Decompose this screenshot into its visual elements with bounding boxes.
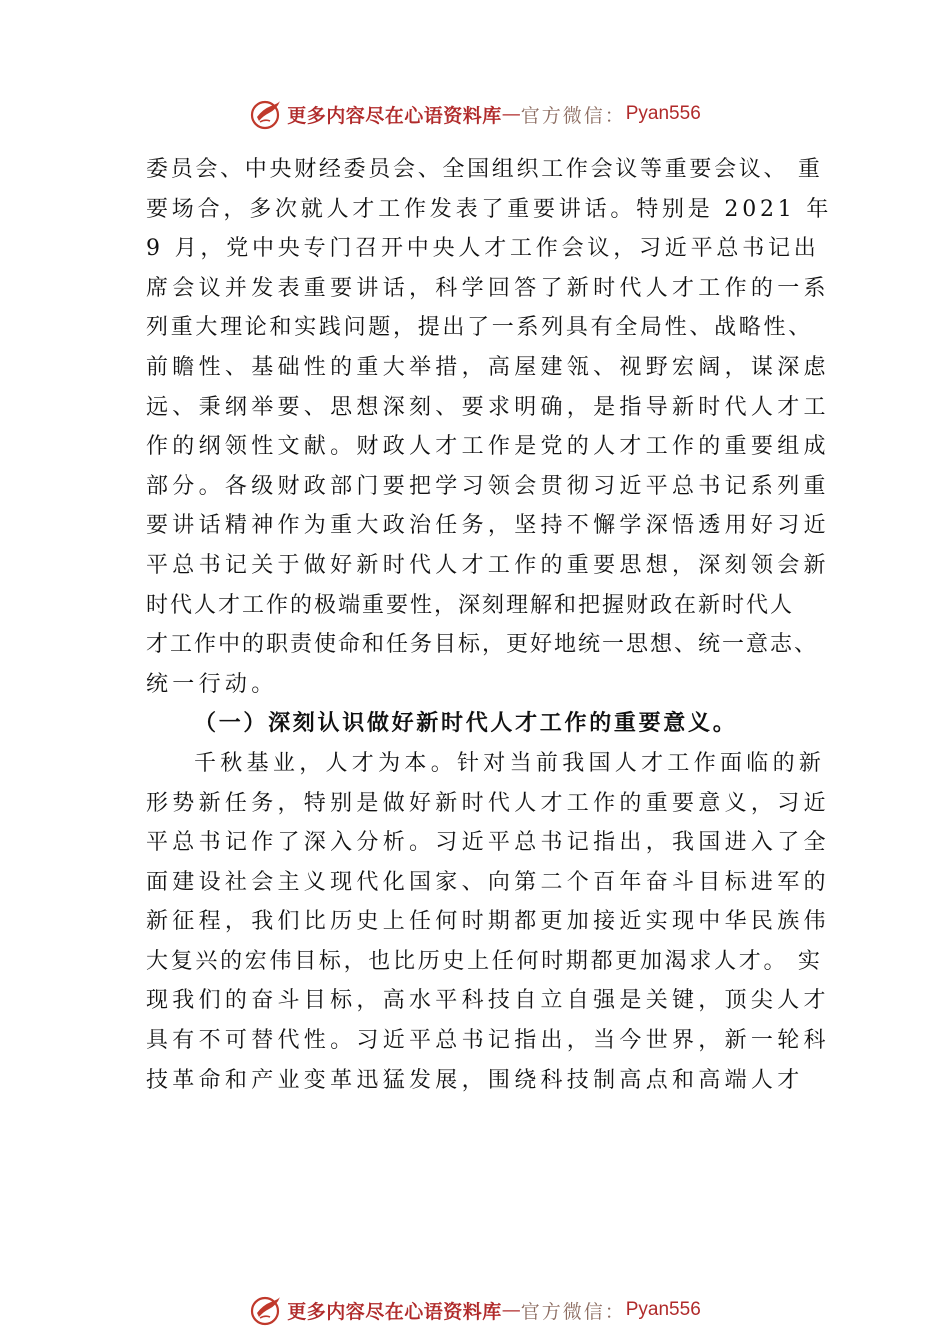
paragraph-line: 9 月，党中央专门召开中央人才工作会议，习近平总书记出	[146, 236, 820, 262]
brush-logo-icon	[249, 97, 283, 131]
footer-banner	[0, 1290, 950, 1330]
paragraph-line: 部分。各级财政部门要把学习领会贯彻习近平总书记系列重	[146, 473, 830, 499]
banner-brand-text: 更多内容尽在心语资料库	[287, 104, 502, 127]
paragraph-line: 前瞻性、基础性的重大举措，高屋建瓴、视野宏阔，谋深虑	[146, 354, 830, 380]
paragraph-line: 委员会、中央财经委员会、全国组织工作会议等重要会议、 重	[146, 157, 823, 182]
paragraph-line: 时代人才工作的极端重要性，深刻理解和把握财政在新时代人	[146, 592, 795, 618]
paragraph-line: 平总书记作了深入分析。习近平总书记指出，我国进入了全	[146, 830, 830, 856]
paragraph-line: 现我们的奋斗目标，高水平科技自立自强是关键，顶尖人才	[146, 988, 830, 1014]
banner-separator: —	[501, 1299, 521, 1321]
paragraph-line: 要讲话精神作为重大政治任务，坚持不懈学深悟透用好习近	[146, 513, 830, 539]
section-heading: （一）深刻认识做好新时代人才工作的重要意义。	[194, 710, 738, 737]
paragraph-line: 作的纲领性文献。财政人才工作是党的人才工作的重要组成	[146, 434, 830, 460]
header-banner	[0, 94, 950, 134]
banner-wechat-id: Pyan556	[625, 103, 701, 124]
paragraph-line: 形势新任务，特别是做好新时代人才工作的重要意义，习近	[146, 790, 830, 816]
banner-wechat-id: Pyan556	[625, 1299, 701, 1320]
paragraph-line: 平总书记关于做好新时代人才工作的重要思想，深刻领会新	[146, 552, 830, 578]
brush-logo-icon	[249, 1293, 283, 1327]
paragraph-line: 新征程，我们比历史上任何时期都更加接近实现中华民族伟	[146, 909, 830, 935]
paragraph-line: 具有不可替代性。习近平总书记指出，当今世界，新一轮科	[146, 1028, 830, 1054]
paragraph-line: 席会议并发表重要讲话，科学回答了新时代人才工作的一系	[146, 275, 830, 301]
paragraph-line: 远、秉纲举要、思想深刻、要求明确，是指导新时代人才工	[146, 394, 830, 420]
paragraph-line: 面建设社会主义现代化国家、向第二个百年奋斗目标进军的	[146, 869, 830, 895]
banner-brand-text: 更多内容尽在心语资料库	[287, 1300, 502, 1323]
banner-wechat-label: 官方微信：	[520, 104, 626, 127]
paragraph-line: 统一行动。	[146, 671, 278, 697]
paragraph-line: 大复兴的宏伟目标，也比历史上任何时期都更加渴求人才。 实	[146, 948, 823, 974]
banner-separator: —	[501, 103, 521, 125]
document-body	[146, 150, 833, 1100]
paragraph-line: 才工作中的职责使命和任务目标，更好地统一思想、统一意志、	[146, 632, 819, 658]
paragraph-line: 要场合，多次就人才工作发表了重要讲话。特别是 2021 年	[146, 196, 833, 222]
paragraph-line: 技革命和产业变革迅猛发展，围绕科技制高点和高端人才	[146, 1067, 804, 1093]
paragraph-1	[146, 150, 833, 704]
banner-wechat-label: 官方微信：	[520, 1300, 626, 1323]
paragraph-line: 千秋基业，人才为本。针对当前我国人才工作面临的新	[194, 750, 826, 776]
paragraph-2	[146, 744, 828, 1100]
paragraph-line: 列重大理论和实践问题，提出了一系列具有全局性、战略性、	[146, 315, 813, 341]
